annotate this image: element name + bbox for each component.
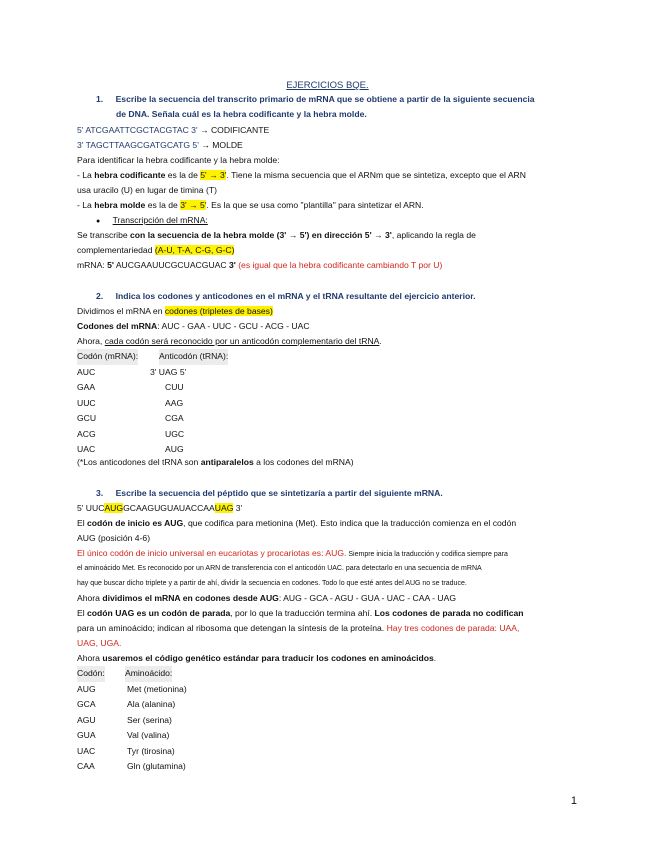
text: Ahora <box>77 653 103 663</box>
q1-heading-line1 <box>96 92 586 108</box>
q1-number: 1. <box>96 94 104 104</box>
text-bold: hebra codificante <box>94 170 166 180</box>
q2-number: 2. <box>96 291 104 301</box>
text-bold: 5' <box>107 260 114 270</box>
table-header-codon: Codón: <box>77 666 105 682</box>
text: (*Los anticodones del tRNA son <box>77 457 201 467</box>
text: . Tiene la misma secuencia que el ARNm que se sintetiza, excepto que el ARN <box>226 170 526 180</box>
q2-now-line <box>77 334 582 350</box>
highlight: 3' → 5' <box>180 200 207 210</box>
codon-cell: GCU <box>77 413 97 423</box>
text-red: (es igual que la hebra codificante cambiando T por U) <box>235 260 443 270</box>
text: El <box>77 608 88 618</box>
codon-cell: AGU <box>77 714 96 725</box>
text: a los codones del mRNA) <box>253 457 354 467</box>
text: complementariedad <box>77 245 155 255</box>
text-red: Hay tres codones de parada: UAA, <box>386 623 520 633</box>
q3-universal-line3: hay que buscar dicho triplete y a partir de ahí, dividir la secuencia en codones. Todo lo que esté antes del AUG no se traduce. <box>77 580 467 587</box>
anticodon-cell: AUG <box>165 444 184 454</box>
q1-seq1 <box>77 123 582 139</box>
text: mRNA: <box>77 260 108 270</box>
q1-codificante-line <box>77 168 582 184</box>
text-bold: codón de inicio es AUG <box>87 518 184 528</box>
text: AUCGAAUUCGCUACGUAC <box>113 260 229 270</box>
table-header-codon: Codón (mRNA): <box>77 349 138 365</box>
q2-codons-line <box>77 319 582 335</box>
text: , que codifica para metionina (Met). Esto indica que la traducción comienza en el codón <box>183 518 517 528</box>
text-underline: cada codón será reconocido por un anticodón complementario del tRNA <box>104 336 380 346</box>
q2-codon-table <box>77 349 247 458</box>
codon-cell: GCA <box>77 699 96 709</box>
text: . <box>433 653 437 663</box>
codon-cell: AUG <box>77 683 96 694</box>
anticodon-cell: 3' UAG 5' <box>150 366 187 377</box>
text: para un aminoácido; indican al ribosoma que detengan la síntesis de la proteína. <box>77 623 387 633</box>
highlight: codones (tripletes de bases) <box>164 306 273 316</box>
text: , aplicando la regla de <box>391 230 476 240</box>
text: : AUG - GCA - AGU - GUA - UAC - CAA - UAG <box>278 593 457 603</box>
q2-text: Indica los codones y anticodones en el mRNA y el tRNA resultante del ejercicio anterior. <box>115 291 476 301</box>
text-red: El único codón de inicio universal en eucariotas y procariotas es: AUG. <box>77 548 347 558</box>
text: GCAAGUGUAUACCAA <box>123 503 215 513</box>
q3-heading <box>96 486 601 502</box>
text-bold: codón UAG es un codón de parada <box>87 608 231 618</box>
q3-stop-line <box>77 606 582 622</box>
q1-text-a: Escribe la secuencia del transcrito primario de mRNA que se obtiene a partir de la siguiente secuencia <box>115 94 535 104</box>
text-bold: Codones del mRNA <box>77 321 158 331</box>
text: - La <box>77 200 95 210</box>
codon-cell: AUC <box>77 366 96 377</box>
q3-universal-line <box>77 546 582 562</box>
q2-table-header <box>77 349 247 365</box>
text: . <box>379 336 382 346</box>
text-bold: antiparalelos <box>200 457 254 467</box>
text: - La <box>77 170 95 180</box>
text-bold: con la secuencia de la hebra molde (3' → 5') en dirección 5' → 3' <box>130 230 392 240</box>
codon-cell: UUC <box>77 397 96 408</box>
q3-genetic-code-line <box>77 651 582 667</box>
bullet-icon: ● <box>96 218 101 225</box>
table-header-aminoacid: Aminoácido: <box>125 666 172 682</box>
codon-cell: UAC <box>77 444 96 454</box>
q1-seq2-label: → MOLDE <box>198 140 243 150</box>
q3-sequence <box>77 501 582 517</box>
aminoacid-cell: Ser (serina) <box>127 714 172 725</box>
q1-mrna-line <box>77 258 582 274</box>
q3-stop-line3 <box>77 636 582 652</box>
table-row <box>77 411 247 427</box>
q3-start-line2: AUG (posición 4-6) <box>77 533 151 543</box>
aminoacid-cell: Tyr (tirosina) <box>127 745 175 756</box>
codon-cell: ACG <box>77 428 96 439</box>
q2-heading <box>96 289 601 305</box>
q1-seq1-label: → CODIFICANTE <box>197 125 270 135</box>
q1-complement-line <box>77 243 582 259</box>
text-bold: dividimos el mRNA en codones desde AUG <box>102 593 279 603</box>
codon-cell: UAC <box>77 745 96 756</box>
table-header-anticodon: Anticodón (tRNA): <box>159 349 228 365</box>
aminoacid-cell: Ala (alanina) <box>127 699 176 709</box>
text: . Es la que se usa como "plantilla" para sintetizar el ARN. <box>206 200 424 210</box>
q3-start-line <box>77 516 582 532</box>
text-bold: Los codones de parada no codifican <box>374 608 524 618</box>
highlight: UAG <box>214 503 234 513</box>
table-row <box>77 396 247 412</box>
q3-number: 3. <box>96 488 104 498</box>
q3-universal-line2: el aminoácido Met. Es reconocido por un ARN de transferencia con el anticodón UAC. para detectarlo en una secuencia de mRNA <box>77 565 482 572</box>
aminoacid-cell: Met (metionina) <box>127 683 187 694</box>
text: 3' <box>233 503 243 513</box>
highlight: 5' → 3' <box>200 170 227 180</box>
text: Ahora, <box>77 336 105 346</box>
q1-transcribe-line <box>77 228 582 244</box>
text: : AUC - GAA - UUC - GCU - ACG - UAC <box>157 321 310 331</box>
text: , por lo que la traducción termina ahí. <box>230 608 375 618</box>
text: Ahora <box>77 593 103 603</box>
aminoacid-cell: Gln (glutamina) <box>127 761 186 771</box>
q3-text: Escribe la secuencia del péptido que se sintetizaría a partir del siguiente mRNA. <box>115 488 443 498</box>
text: Dividimos el mRNA en <box>77 306 165 316</box>
codon-cell: CAA <box>77 761 95 771</box>
q3-divide-line <box>77 591 582 607</box>
text: es la de <box>165 170 201 180</box>
highlight: AUG <box>104 503 124 513</box>
q1-heading-line2 <box>116 107 621 123</box>
q2-note <box>77 455 582 471</box>
page-number: 1 <box>570 795 577 807</box>
text: es la de <box>145 200 181 210</box>
anticodon-cell: CGA <box>165 413 184 423</box>
text-red: UAG, UGA. <box>77 638 122 648</box>
codon-cell: GAA <box>77 382 96 392</box>
q1-molde-line <box>77 198 582 214</box>
page-title: EJERCICIOS BQE. <box>286 80 369 91</box>
q1-bullet-text: Transcripción del mRNA: <box>112 215 208 225</box>
q3-stop-line2 <box>77 621 582 637</box>
table-row <box>77 380 247 396</box>
aminoacid-cell: Val (valina) <box>127 730 170 740</box>
text-bold: 3' <box>228 260 236 270</box>
table-row <box>77 365 247 381</box>
text: El <box>77 518 88 528</box>
highlight: (A-U, T-A, C-G, G-C) <box>154 245 235 255</box>
q1-intro: Para identificar la hebra codificante y la hebra molde: <box>77 155 280 165</box>
text-bold: hebra molde <box>94 200 146 210</box>
q1-codificante-line2: usa uracilo (U) en lugar de timina (T) <box>77 185 217 195</box>
q1-text-b: de DNA. Señala cuál es la hebra codificante y la hebra molde. <box>116 109 367 119</box>
q2-divide-line <box>77 304 582 320</box>
anticodon-cell: CUU <box>165 382 184 392</box>
text-small: Siempre inicia la traducción y codifica siempre para <box>346 551 508 558</box>
anticodon-cell: AAG <box>165 397 184 408</box>
text-bold: usaremos el código genético estándar para traducir los codones en aminoácidos <box>102 653 434 663</box>
anticodon-cell: UGC <box>165 428 185 439</box>
codon-cell: GUA <box>77 730 96 740</box>
text: 5' UUC <box>77 503 105 513</box>
q1-seq2 <box>77 138 582 154</box>
q1-seq2-value: 3' TAGCTTAAGCGATGCATG 5' <box>77 140 199 150</box>
q1-seq1-value: 5' ATCGAATTCGCTACGTAC 3' <box>77 125 198 135</box>
table-row <box>77 427 247 443</box>
text: Se transcribe <box>77 230 131 240</box>
